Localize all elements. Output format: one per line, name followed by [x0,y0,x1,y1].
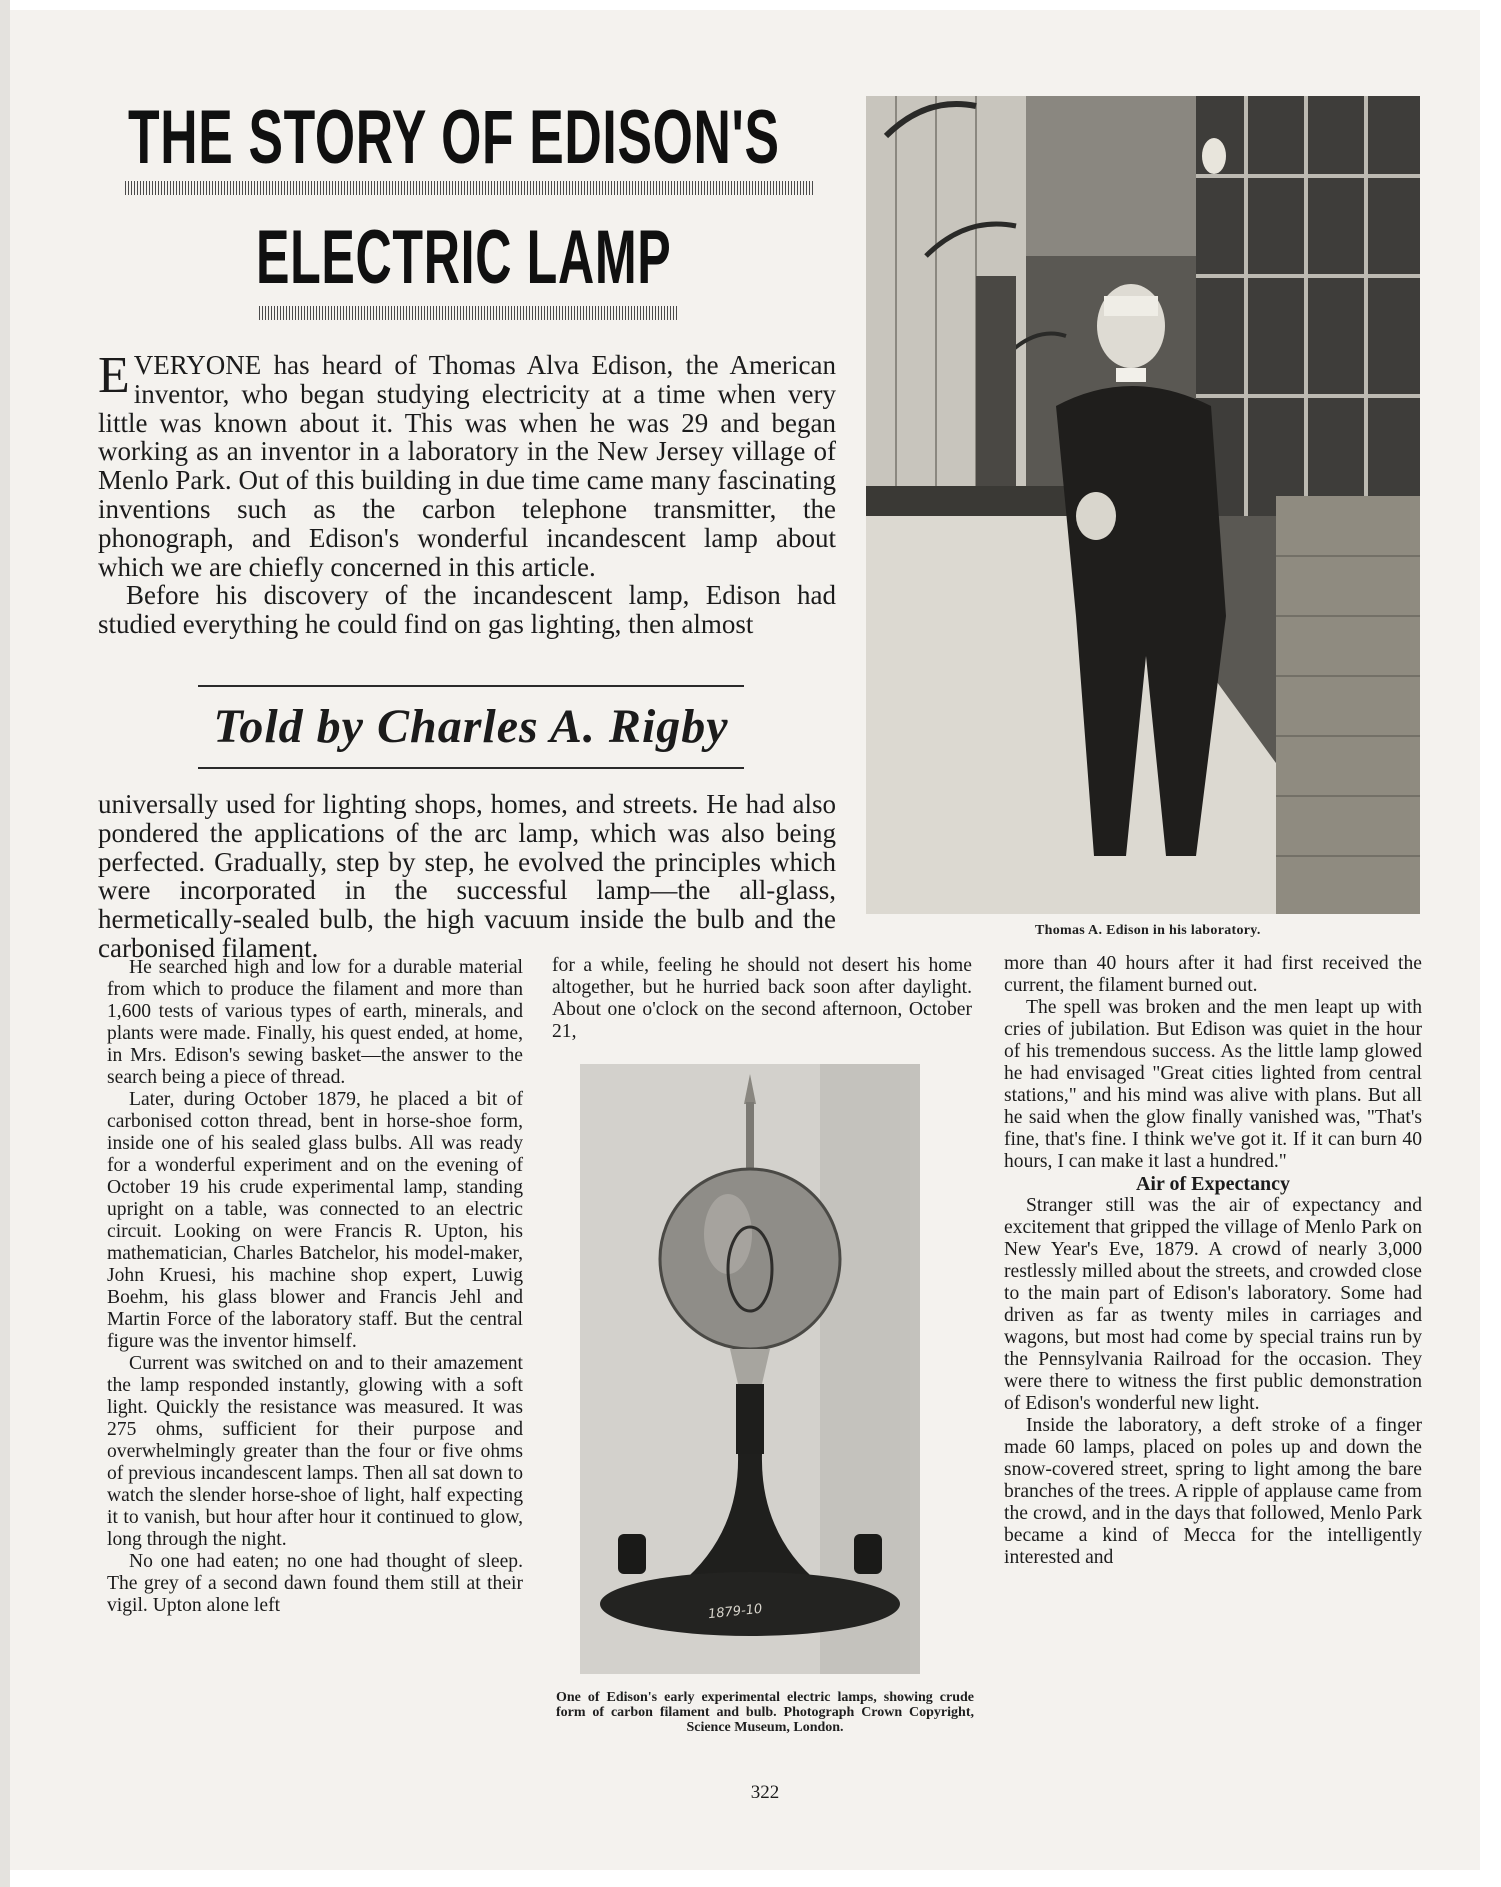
page-edge [0,0,10,1887]
column-1-paragraph: Later, during October 1879, he placed a bit of carbonised cotton thread, bent in horse-shoe form, inside one of his sealed glass bulbs. All was ready for a wonderful experiment and on the evening of October 19 his crude experimental lamp, standing upright on a table, was connected to an electric circuit. Looking on were Francis R. Upton, his mathematician, Charles Batchelor, his model-maker, John Kruesi, his machine shop expert, Luwig Boehm, his glass blower and Francis Jehl and Martin Force of the laboratory staff. But the central figure was the inventor himself. [107,1089,523,1352]
continuation-text [98,790,836,963]
lamp-base-label: 1879-10 [707,1601,763,1623]
experimental-lamp-photo [580,1064,920,1674]
column-1-paragraph: No one had eaten; no one had thought of sleep. The grey of a second dawn found them still at their vigil. Upton alone left [107,1551,523,1616]
column-3-paragraph: more than 40 hours after it had first received the current, the filament burned out. [1004,953,1422,996]
column-1-paragraph: Current was switched on and to their amazement the lamp responded instantly, glowing with a soft light. Quickly the resistance was measured. It was 275 ohms, sufficient for their purpose and overwhelmingly greater than the four or five ohms of previous incandescent lamps. Then all sat down to watch the slender horse-shoe of light, half expecting it to vanish, but hour after hour it continued to glow, long through the night. [107,1353,523,1550]
byline-rule-bottom [198,767,744,769]
title-hatch-rule-2 [259,306,679,320]
title-hatch-rule-1 [125,181,815,195]
continuation-paragraph: universally used for lighting shops, homes, and streets. He had also pondered the applications of the arc lamp, which was also being perfected. Gradually, step by step, he evolved the principles which were incorporated in the successful lamp—the all-glass, hermetically-sealed bulb, the high vacuum inside the bulb and the carbonised filament. [98,789,836,963]
edison-laboratory-photo [866,96,1420,914]
column-3 [1004,953,1422,1569]
photo1-caption: Thomas A. Edison in his laboratory. [1035,923,1261,938]
byline: Told by Charles A. Rigby [213,700,729,753]
title-line-1: THE STORY OF EDISON'S [128,95,780,180]
column-1 [107,957,523,1617]
intro-paragraph-2: Before his discovery of the incandescent lamp, Edison had studied everything he could find on gas lighting, then almost [98,580,836,640]
subheading: Air of Expectancy [1135,1173,1291,1195]
column-3-paragraph: Stranger still was the air of expectancy and excitement that gripped the village of Menlo Park on New Year's Eve, 1879. A crowd of nearly 3,000 restlessly milled about the streets, and crowded close to the main part of Edison's laboratory. Some had driven as far as twenty miles in carriages and wagons, but most had come by special trains run by the Pennsylvania Railroad for the occasion. They were there to witness the first public demonstration of Edison's wonderful new light. [1004,1195,1422,1414]
intro-text [98,347,836,640]
column-2-paragraph: for a while, feeling he should not desert his home altogether, but he hurried back soon after daylight. About one o'clock on the second afternoon, October 21, [552,955,972,1042]
column-2 [552,955,972,1043]
column-1-paragraph: He searched high and low for a durable material from which to produce the filament and more than 1,600 tests of various types of earth, minerals, and plants were made. Finally, his quest ended, at home, in Mrs. Edison's sewing basket—the answer to the search being a piece of thread. [107,957,523,1088]
photo2-caption: One of Edison's early experimental electric lamps, showing crude form of carbon filament and bulb. Photograph Crown Copyright, Science Museum, London. [556,1690,974,1735]
byline-rule-top [198,685,744,687]
column-3-paragraph: The spell was broken and the men leapt up with cries of jubilation. But Edison was quiet in the hour of his tremendous success. As the little lamp glowed he had envisaged "Great cities lighted from central stations," and his mind was alive with plans. But all he said when the glow finally vanished was, "That's fine, that's fine. I think we've got it. If it can burn 40 hours, I can make it last a hundred." [1004,997,1422,1172]
title-line-2: ELECTRIC LAMP [256,215,672,300]
intro-paragraph-1: EVERYONE has heard of Thomas Alva Edison, the American inventor, who began studying electricity at a time when very little was known about it. This was when he was 29 and began working as an inventor in a laboratory in the New Jersey village of Menlo Park. Out of this building in due time came many fascinating inventions such as the carbon telephone transmitter, the phonograph, and Edison's wonderful incandescent lamp about which we are chiefly concerned in this article. [98,347,836,582]
column-3-paragraph: Inside the laboratory, a deft stroke of a finger made 60 lamps, placed on poles up and down the snow-covered street, spring to light among the bare branches of the trees. A ripple of applause came from the crowd, and in the days that followed, Menlo Park became a kind of Mecca for the intelligently interested and [1004,1415,1422,1568]
page-number: 322 [750,1782,780,1803]
